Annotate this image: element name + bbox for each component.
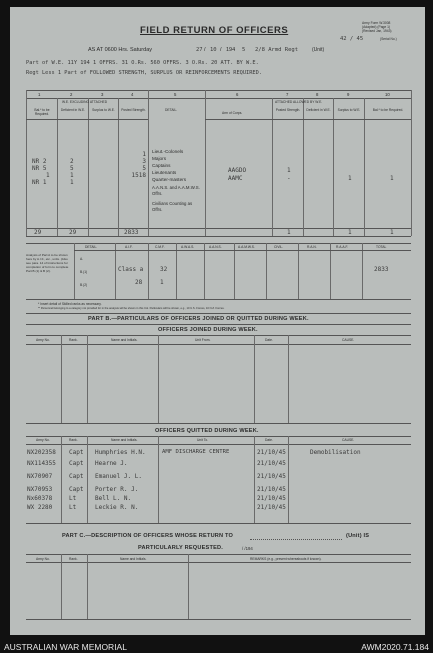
cell: 1	[70, 172, 74, 179]
date: 21/10/45	[257, 504, 286, 511]
analysis-head: A.A.M.W.S.	[238, 245, 255, 249]
joined-col-head: Date.	[265, 338, 273, 342]
analysis-note: Analysis of Part A to be shown here by A.I.F., etc., units. (Also see para. 14 of Instructions for completion of form to complete Part B (1) & B (2).	[26, 253, 69, 273]
army-form-line: (Revised Jan, 1943)	[362, 29, 392, 33]
total-cell: 2833	[124, 229, 139, 236]
col-number: 2	[70, 92, 73, 97]
cell: 5	[70, 165, 74, 172]
col-number: 6	[236, 92, 239, 97]
total-cell: 29	[69, 229, 77, 236]
analysis-row-label: A.	[80, 257, 84, 261]
col-head: Surplus to W.E.	[92, 108, 115, 112]
row-label: NR 2	[32, 158, 47, 165]
analysis-head: DETAIL.	[85, 245, 98, 249]
col-number: 7	[286, 92, 289, 97]
part-c-col-head: Name and Initials.	[120, 557, 147, 561]
army-no: NX202358	[27, 449, 56, 456]
analysis-row-label: B.(1)	[80, 270, 88, 274]
part-c-date: / /194	[242, 546, 253, 551]
detail-item: Captains	[152, 163, 171, 168]
joined-heading: OFFICERS JOINED DURING WEEK.	[158, 327, 258, 333]
date: 21/10/45	[257, 495, 286, 502]
officer-name: Emanuel J. L.	[95, 473, 142, 480]
date: 21/10/45	[257, 460, 286, 467]
analysis-val: 28	[135, 279, 143, 286]
total-cell: 1	[287, 229, 291, 236]
detail-item: Lieut.-Colonels	[152, 149, 184, 154]
col-head: Bal.* to be Required.	[372, 108, 404, 112]
army-no: Nx60378	[27, 495, 53, 502]
col-head: Posted Strength.	[275, 108, 301, 112]
total-cell: 1	[390, 229, 394, 236]
detail-item: Majors	[152, 156, 167, 161]
cell: 1	[287, 167, 291, 174]
quitted-col-head: Rank.	[69, 438, 78, 442]
quitted-col-head: Date.	[265, 438, 273, 442]
form-title: FIELD RETURN OF OFFICERS	[140, 25, 289, 36]
quitted-col-head: Army No.	[36, 438, 50, 442]
row-label: 1	[46, 172, 50, 179]
col6-values	[228, 167, 246, 183]
quitted-col-head: Name and Initials.	[111, 438, 138, 442]
analysis-class: Class a	[118, 266, 144, 273]
joined-col-head: Rank.	[69, 338, 78, 342]
rank: Capt	[69, 449, 84, 456]
col-number: 3	[101, 92, 104, 97]
officer-name: Humphries H.N.	[95, 449, 146, 456]
cause: Demobilisation	[310, 449, 361, 456]
col7-values	[287, 167, 291, 183]
detail-item: A.A.N.S. and A.A.M.W.S. Offrs.	[152, 185, 200, 196]
footnote: ** Personnel belonging to a category not provided for in the analysis will be shown in this Col. Particulars will be shown, e.g., 10 U.S. Forces, 10 N.Z. Forces.	[38, 307, 225, 310]
analysis-head: A.W.A.S.	[181, 245, 195, 249]
col-head: Deficient in W.E.	[60, 108, 86, 112]
analysis-head: R.A.N.	[307, 245, 317, 249]
col2-values	[70, 158, 74, 186]
row-label: NR 1	[32, 179, 47, 186]
col9-value: 1	[348, 175, 352, 182]
date: 21/10/45	[257, 486, 286, 493]
army-form-line: (Adapted) (Page 1)	[362, 25, 391, 29]
quitted-heading: OFFICERS QUITTED DURING WEEK.	[155, 428, 259, 434]
officer-name: Hearne J.	[95, 460, 128, 467]
joined-col-head: Name and Initials.	[111, 338, 138, 342]
officer-name: Bell L. N.	[95, 495, 132, 502]
part-b-heading: PART B.—PARTICULARS OF OFFICERS JOINED OR QUITTED DURING WEEK.	[88, 316, 309, 322]
cell: 2	[70, 158, 74, 165]
serial-value: 42 / 45	[340, 36, 364, 42]
joined-col-head: Unit From.	[195, 338, 211, 342]
cell: AAGDO	[228, 167, 247, 174]
col-number: 4	[131, 92, 134, 97]
part-c-col-head: Rank.	[69, 557, 78, 561]
quitted-col-head: CAUSE.	[342, 438, 355, 442]
analysis-head: R.A.A.F.	[336, 245, 349, 249]
army-no: NX70953	[27, 486, 53, 493]
detail-item: Civilians Counting as Offrs.	[152, 201, 193, 212]
archive-footer	[0, 641, 433, 653]
unit-value: 2/8 Armd Regt	[255, 47, 299, 53]
col4-values	[122, 151, 146, 179]
detail-item: Quarter-masters	[152, 177, 187, 182]
col-head: Posted Strength.	[121, 108, 146, 112]
officer-name: Porter R. J.	[95, 486, 139, 493]
cell: 3	[142, 158, 146, 165]
cell: 1	[142, 151, 146, 158]
army-form-ref	[362, 21, 392, 33]
part-c-unit: (Unit) IS	[346, 533, 370, 539]
total-cell: 29	[34, 229, 42, 236]
quitted-col-head: Unit To.	[197, 438, 209, 442]
cell: AAMC	[228, 175, 243, 182]
detail-item: Lieutenants	[152, 170, 177, 175]
analysis-head: CIVIL.	[274, 245, 284, 249]
archive-name: AUSTRALIAN WAR MEMORIAL	[4, 642, 127, 652]
col-number: 5	[174, 92, 177, 97]
col-number: 1	[38, 92, 41, 97]
cell: -	[287, 175, 291, 182]
joined-col-head: Army No.	[36, 338, 50, 342]
part-c-requested: PARTICULARLY REQUESTED.	[138, 545, 223, 551]
analysis-head: C.M.F.	[155, 245, 165, 249]
officer-name: Leckie R. N.	[95, 504, 139, 511]
col10-value: 1	[390, 175, 394, 182]
total-cell: 1	[348, 229, 352, 236]
col-head: Deficient in W.E.	[306, 108, 331, 112]
army-form-line: Army Form W.3008	[362, 21, 391, 25]
army-no: WX 2280	[27, 504, 53, 511]
date-day: 27	[196, 47, 203, 53]
archive-ref: AWM2020.71.184	[361, 642, 429, 652]
analysis-total: 2833	[374, 266, 389, 273]
analysis-head: A.A.N.S.	[209, 245, 222, 249]
row-label: NR 5	[32, 165, 47, 172]
rank: Capt	[69, 460, 84, 467]
col-head: DETAIL.	[165, 108, 178, 112]
part-c-heading: PART C.—DESCRIPTION OF OFFICERS WHOSE RETURN TO	[62, 533, 234, 539]
analysis-row-label: B.(2)	[80, 283, 88, 287]
unit-to: AMF DISCHARGE CENTRE	[162, 449, 230, 455]
col-number: 9	[347, 92, 350, 97]
col-number: 8	[316, 92, 319, 97]
attached-allowed-header: ATTACHED ALLOWED BY W.E.	[275, 100, 323, 104]
analysis-val: 32	[160, 266, 168, 273]
rank: Capt	[69, 486, 84, 493]
we-line: Part of W.E. 11Y 194 1 OFFRS. 31 O.Rs. 560 OFFRS. 3 O.Rs. 20 ATT. BY W.E.	[26, 60, 259, 66]
serial-label: (Serial No.)	[380, 37, 397, 41]
col-head: Surplus to W.E.	[337, 108, 361, 112]
army-no: NX70907	[27, 473, 53, 480]
rank: Capt	[69, 473, 84, 480]
date-month: 10	[210, 47, 217, 53]
we-line-2: Regt Less 1 Part of FOLLOWED STRENGTH, SURPLUS OR REINFORCEMENTS REQUIRED.	[26, 70, 262, 76]
col-head: Bal.* to be Required.	[34, 108, 50, 116]
date-year: 5	[242, 47, 246, 53]
part-c-col-head: Army No.	[36, 557, 50, 561]
col-number: 10	[385, 92, 390, 97]
col-head: Arm of Corps.	[222, 111, 243, 115]
as-at-label: AS AT 0600 Hrs. Saturday	[88, 47, 152, 53]
form-sheet: Army Form W.3008 (Adapted) (Page 1) (Revised Jan, 1943) FIELD RETURN OF OFFICERS 42 / 45 (Serial No.) AS AT 0600 Hrs. Saturday 27 / 10 / 194 5 2/8 Armd Regt (Unit) Part of W.E. 11Y 194 1 OFFRS. 31 O.Rs. 560 OFFRS. 3 O.Rs. 20 ATT. BY W.E. Regt Less 1 Part of FOLLOWED STRENGTH, SURPLUS OR REINFORCEMENTS REQUIRED. 1 2 3 4 5 6 7 8 9 10 W.E. EXCLUDING ATTACHED ATTACHED ALLOWED BY W.E. Bal.* to be Required. Deficient in W.E. Surplus to W.E. Posted Strength. DETAIL. Arm of Corps. Posted Strength. Deficient in W.E. Surplus to W.E. Bal.* to be Required. Lieut.-Colonels Majors Captains Lieutenants Quarter-masters A.A.N.S. and A.A.M.W.S. Offrs. Civilians Counting as Offrs. NR 2 NR 5 1 NR 1 2 5 1 1 1 3 5 1518 AAGDO AAMC 1 - 1 1 29 29 2833 1 1 1 Analysis of Part A to be shown here by A.I.F., etc., units. (Also see para. 14 of Instructions for completion of form to complete Part B (1) & B (2). DETAIL. A.I.F. C.M.F. A.W.A.S. A.A.N.S. A.A.M.W.S. CIVIL. R.A.N. R.A.A.F. TOTAL A. B.(1) B.(2) Class a 32 28 1 2833 * Insert detail of Skilled ranks as necessary. ** Personnel belonging to a category not provided for in the analysis will be shown in this Col. Particulars will be shown, e.g., 10 U.S. Forces, 10 N.Z. Forces. PART B.—PARTICULARS OF OFFICERS JOINED OR QUITTED DURING WEEK. OFFICERS JOINED DURING WEEK. Army No. Rank. Name and Initials. Unit From. Date. CAUSE. OFFICERS QUITTED DURING WEEK. Army No. Rank. Name and Initials. Unit To. Date. CAUSE. NX202358 Capt Humphries H.N. AMF DISCHARGE CENTRE 21/10/45 Demobilisation NX114355 Capt Hearne J. 21/10/45 NX70907 Capt Emanuel J. L. 21/10/45 NX70953 Capt Porter R. J. 21/10/45 Nx60378 Lt Bell L. N. 21/10/45 WX 2280 Lt Leckie R. N. 21/10/45 PART C.—DESCRIPTION OF OFFICERS WHOSE RETURN TO (Unit) IS PARTICULARLY REQUESTED. / /194 Army No. Rank. Name and Initials. REMARKS (e.g., present whereabouts if known).	[10, 7, 425, 635]
part-c-col-head: REMARKS (e.g., present whereabouts if known).	[250, 557, 322, 561]
joined-col-head: CAUSE.	[342, 338, 355, 342]
cell: 5	[142, 165, 146, 172]
footnote: * Insert detail of Skilled ranks as necessary.	[38, 302, 102, 306]
we-excluding-header: W.E. EXCLUDING ATTACHED	[62, 100, 108, 104]
analysis-head: TOTAL	[376, 245, 387, 249]
date: 21/10/45	[257, 473, 286, 480]
date: 21/10/45	[257, 449, 286, 456]
rank: Lt	[69, 504, 77, 511]
analysis-val: 1	[160, 279, 164, 286]
analysis-head: A.I.F.	[125, 245, 133, 249]
detail-list	[152, 148, 186, 183]
date-year-prefix: 194	[226, 47, 236, 53]
unit-label: (Unit)	[312, 47, 325, 53]
row-labels	[32, 158, 50, 186]
rank: Lt	[69, 495, 77, 502]
army-no: NX114355	[27, 460, 56, 467]
cell: 1	[70, 179, 74, 186]
cell: 1518	[131, 172, 146, 179]
